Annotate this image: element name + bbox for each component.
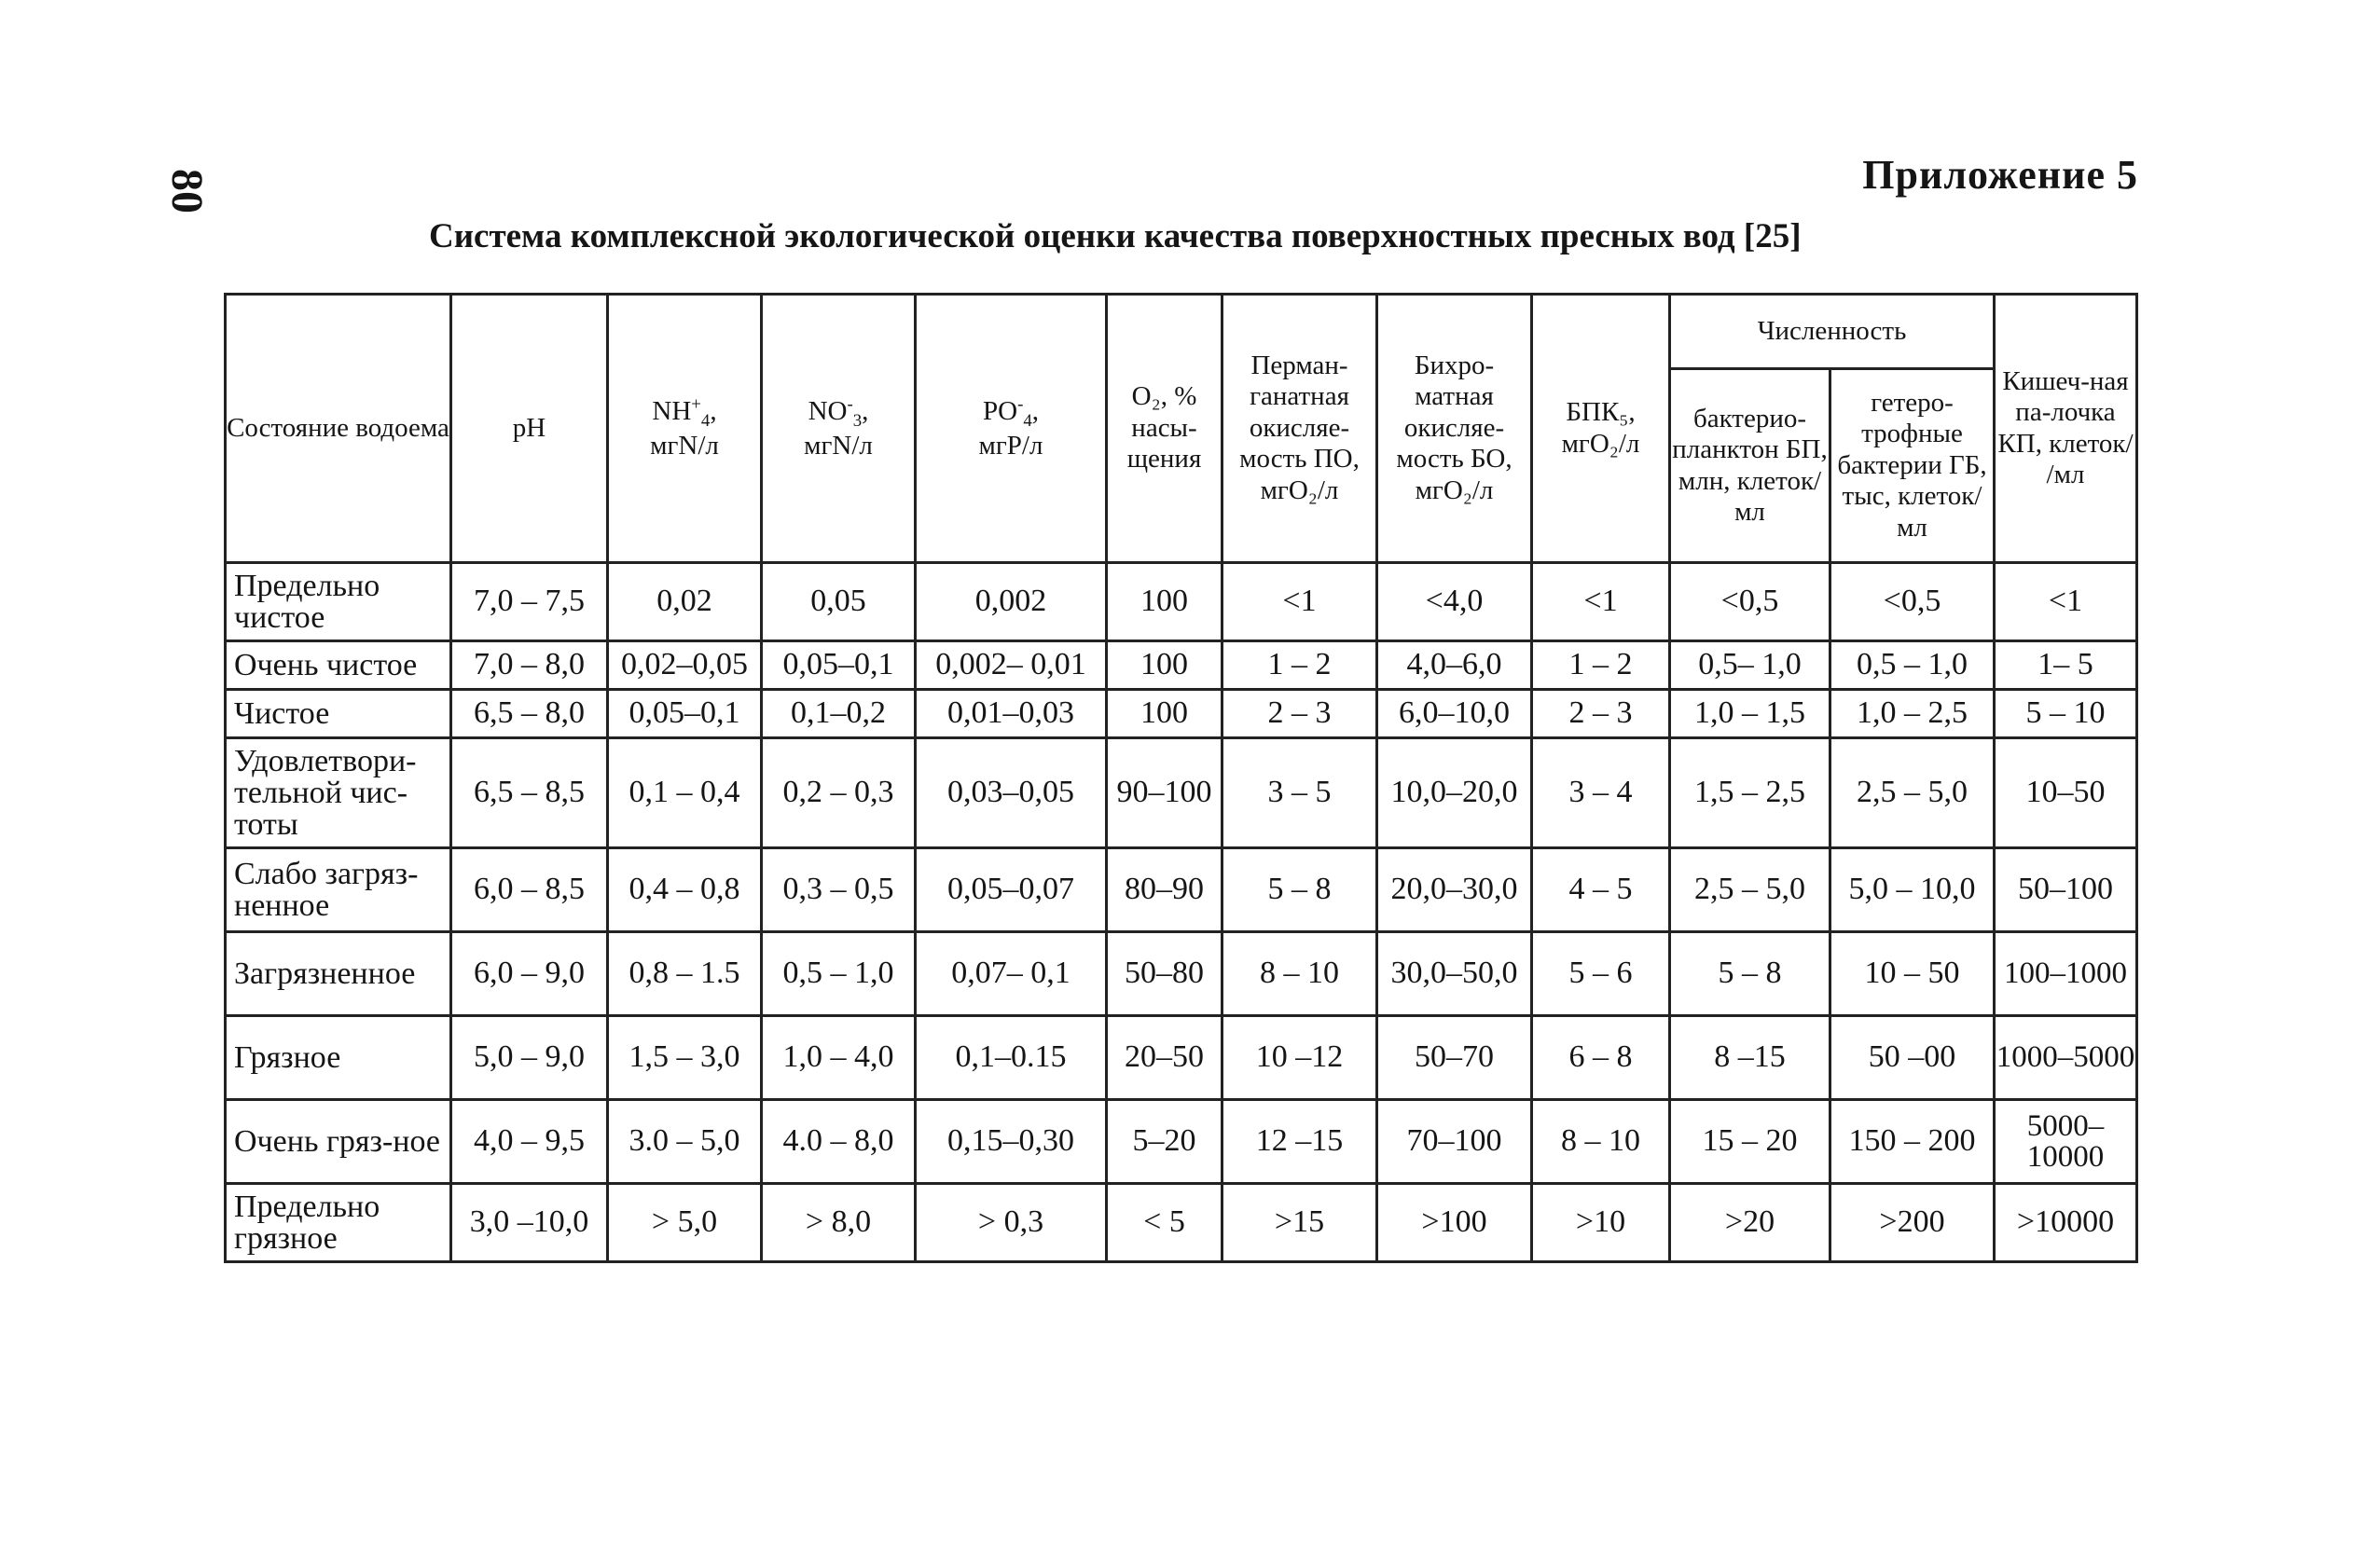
cell-bo: 70–100: [1377, 1100, 1532, 1184]
cell-po4: > 0,3: [916, 1184, 1107, 1262]
cell-state: Чистое: [226, 690, 451, 738]
cell-kp: 5 – 10: [1995, 690, 2137, 738]
table-row: [226, 1016, 2137, 1100]
cell-nh4: 0,4 – 0,8: [608, 848, 762, 932]
cell-state: Слабо загряз-ненное: [226, 848, 451, 932]
cell-gb: 5,0 – 10,0: [1830, 848, 1995, 932]
cell-nh4: 0,05–0,1: [608, 690, 762, 738]
cell-no3: 0,05–0,1: [762, 641, 916, 690]
cell-bo: 50–70: [1377, 1016, 1532, 1100]
header-no3: [762, 295, 916, 563]
cell-bp: 5 – 8: [1670, 932, 1830, 1016]
cell-ph: 4,0 – 9,5: [451, 1100, 608, 1184]
cell-po: 12 –15: [1222, 1100, 1377, 1184]
cell-nh4: 0,8 – 1.5: [608, 932, 762, 1016]
cell-po: 8 – 10: [1222, 932, 1377, 1016]
cell-bp: 1,0 – 1,5: [1670, 690, 1830, 738]
cell-o2: 5–20: [1107, 1100, 1222, 1184]
cell-o2: 80–90: [1107, 848, 1222, 932]
cell-no3: 0,3 – 0,5: [762, 848, 916, 932]
header-state: Состояние водоема: [226, 295, 451, 563]
water-quality-table: [224, 293, 2138, 1263]
header-ph: pH: [451, 295, 608, 563]
cell-bp: 15 – 20: [1670, 1100, 1830, 1184]
header-heterotrophic: гетеро-трофные бактерии ГБ, тыс, клеток/мл: [1830, 369, 1995, 563]
page-number: 80: [162, 169, 212, 213]
cell-bp: 8 –15: [1670, 1016, 1830, 1100]
cell-state: Загрязненное: [226, 932, 451, 1016]
cell-po4: 0,03–0,05: [916, 738, 1107, 848]
cell-no3: 4.0 – 8,0: [762, 1100, 916, 1184]
cell-po4: 0,07– 0,1: [916, 932, 1107, 1016]
cell-bo: >100: [1377, 1184, 1532, 1262]
cell-kp: 1000–5000: [1995, 1016, 2137, 1100]
header-po4-unit: мгP/л: [978, 431, 1043, 461]
cell-bo: 30,0–50,0: [1377, 932, 1532, 1016]
cell-bp: <0,5: [1670, 563, 1830, 641]
cell-ph: 7,0 – 8,0: [451, 641, 608, 690]
cell-kp: 5000–10000: [1995, 1100, 2137, 1184]
cell-state: Очень чистое: [226, 641, 451, 690]
cell-o2: 100: [1107, 563, 1222, 641]
cell-kp: 10–50: [1995, 738, 2137, 848]
cell-no3: > 8,0: [762, 1184, 916, 1262]
cell-kp: 1– 5: [1995, 641, 2137, 690]
cell-bpk: <1: [1532, 563, 1670, 641]
cell-gb: 10 – 50: [1830, 932, 1995, 1016]
cell-kp: <1: [1995, 563, 2137, 641]
cell-state: Грязное: [226, 1016, 451, 1100]
cell-o2: 20–50: [1107, 1016, 1222, 1100]
cell-ph: 7,0 – 7,5: [451, 563, 608, 641]
cell-bpk: 3 – 4: [1532, 738, 1670, 848]
cell-po: 1 – 2: [1222, 641, 1377, 690]
cell-ph: 6,0 – 9,0: [451, 932, 608, 1016]
header-bichromate: Бихро-матная окисляе-мость БО, мгО₂/л: [1377, 295, 1532, 563]
cell-o2: 50–80: [1107, 932, 1222, 1016]
table-row: [226, 1184, 2137, 1262]
header-o2: O₂, % насы-щения: [1107, 295, 1222, 563]
cell-bp: >20: [1670, 1184, 1830, 1262]
header-nh4: [608, 295, 762, 563]
cell-no3: 0,1–0,2: [762, 690, 916, 738]
cell-no3: 0,2 – 0,3: [762, 738, 916, 848]
cell-bo: 6,0–10,0: [1377, 690, 1532, 738]
cell-bpk: 1 – 2: [1532, 641, 1670, 690]
cell-ph: 6,5 – 8,0: [451, 690, 608, 738]
cell-gb: 1,0 – 2,5: [1830, 690, 1995, 738]
cell-no3: 1,0 – 4,0: [762, 1016, 916, 1100]
cell-bo: <4,0: [1377, 563, 1532, 641]
cell-nh4: 0,1 – 0,4: [608, 738, 762, 848]
cell-po: 3 – 5: [1222, 738, 1377, 848]
header-po4-formula: $PO^-_4$,: [982, 394, 1040, 431]
cell-ph: 5,0 – 9,0: [451, 1016, 608, 1100]
table-row: [226, 1100, 2137, 1184]
header-permanganate: Перман-ганатная окисляе-мость ПО, мгО₂/л: [1222, 295, 1377, 563]
cell-bp: 0,5– 1,0: [1670, 641, 1830, 690]
cell-bo: 20,0–30,0: [1377, 848, 1532, 932]
cell-bp: 1,5 – 2,5: [1670, 738, 1830, 848]
cell-bo: 10,0–20,0: [1377, 738, 1532, 848]
cell-nh4: > 5,0: [608, 1184, 762, 1262]
cell-o2: 100: [1107, 641, 1222, 690]
cell-state: Очень гряз-ное: [226, 1100, 451, 1184]
cell-bpk: 5 – 6: [1532, 932, 1670, 1016]
cell-o2: 90–100: [1107, 738, 1222, 848]
table-row: [226, 932, 2137, 1016]
cell-po4: 0,15–0,30: [916, 1100, 1107, 1184]
cell-nh4: 3.0 – 5,0: [608, 1100, 762, 1184]
cell-nh4: 1,5 – 3,0: [608, 1016, 762, 1100]
cell-no3: 0,5 – 1,0: [762, 932, 916, 1016]
table-row: [226, 738, 2137, 848]
document-title: Система комплексной экологической оценки качества поверхностных пресных вод [25]: [429, 217, 1802, 255]
cell-bo: 4,0–6,0: [1377, 641, 1532, 690]
cell-state: Предельно грязное: [226, 1184, 451, 1262]
cell-state: Удовлетвори-тельной чис-тоты: [226, 738, 451, 848]
cell-gb: 2,5 – 5,0: [1830, 738, 1995, 848]
cell-po: <1: [1222, 563, 1377, 641]
cell-bpk: 4 – 5: [1532, 848, 1670, 932]
header-count-group: Численность: [1670, 295, 1995, 369]
cell-bpk: 6 – 8: [1532, 1016, 1670, 1100]
cell-bpk: >10: [1532, 1184, 1670, 1262]
cell-po4: 0,01–0,03: [916, 690, 1107, 738]
table-row: [226, 563, 2137, 641]
cell-kp: >10000: [1995, 1184, 2137, 1262]
header-no3-unit: мгN/л: [804, 431, 873, 461]
header-bpk: БПК₅, мгО₂/л: [1532, 295, 1670, 563]
cell-gb: 50 –00: [1830, 1016, 1995, 1100]
cell-kp: 50–100: [1995, 848, 2137, 932]
cell-kp: 100–1000: [1995, 932, 2137, 1016]
table-row: [226, 690, 2137, 738]
header-no3-formula: $NO^-_3$,: [808, 394, 869, 431]
cell-gb: <0,5: [1830, 563, 1995, 641]
header-po4: [916, 295, 1107, 563]
cell-bp: 2,5 – 5,0: [1670, 848, 1830, 932]
cell-po4: 0,002: [916, 563, 1107, 641]
table-row: [226, 641, 2137, 690]
cell-gb: 0,5 – 1,0: [1830, 641, 1995, 690]
cell-ph: 6,0 – 8,5: [451, 848, 608, 932]
cell-po: 2 – 3: [1222, 690, 1377, 738]
cell-no3: 0,05: [762, 563, 916, 641]
cell-po: 5 – 8: [1222, 848, 1377, 932]
header-bacterioplankton: бактерио-планктон БП, млн, клеток/мл: [1670, 369, 1830, 563]
cell-po: 10 –12: [1222, 1016, 1377, 1100]
cell-gb: >200: [1830, 1184, 1995, 1262]
cell-po: >15: [1222, 1184, 1377, 1262]
cell-ph: 6,5 – 8,5: [451, 738, 608, 848]
cell-ph: 3,0 –10,0: [451, 1184, 608, 1262]
header-nh4-formula: $NH^+_4$,: [652, 394, 717, 431]
cell-bpk: 2 – 3: [1532, 690, 1670, 738]
cell-gb: 150 – 200: [1830, 1100, 1995, 1184]
table-row: [226, 848, 2137, 932]
cell-nh4: 0,02–0,05: [608, 641, 762, 690]
cell-state: Предельно чистое: [226, 563, 451, 641]
cell-po4: 0,1–0.15: [916, 1016, 1107, 1100]
header-nh4-unit: мгN/л: [650, 431, 719, 461]
cell-bpk: 8 – 10: [1532, 1100, 1670, 1184]
table-body: [226, 563, 2137, 1262]
cell-po4: 0,002– 0,01: [916, 641, 1107, 690]
cell-nh4: 0,02: [608, 563, 762, 641]
appendix-label: Приложение 5: [1862, 152, 2138, 198]
cell-o2: 100: [1107, 690, 1222, 738]
cell-po4: 0,05–0,07: [916, 848, 1107, 932]
header-ecoli: Кишеч-ная па-лочка КП, клеток/ /мл: [1995, 295, 2137, 563]
cell-o2: < 5: [1107, 1184, 1222, 1262]
